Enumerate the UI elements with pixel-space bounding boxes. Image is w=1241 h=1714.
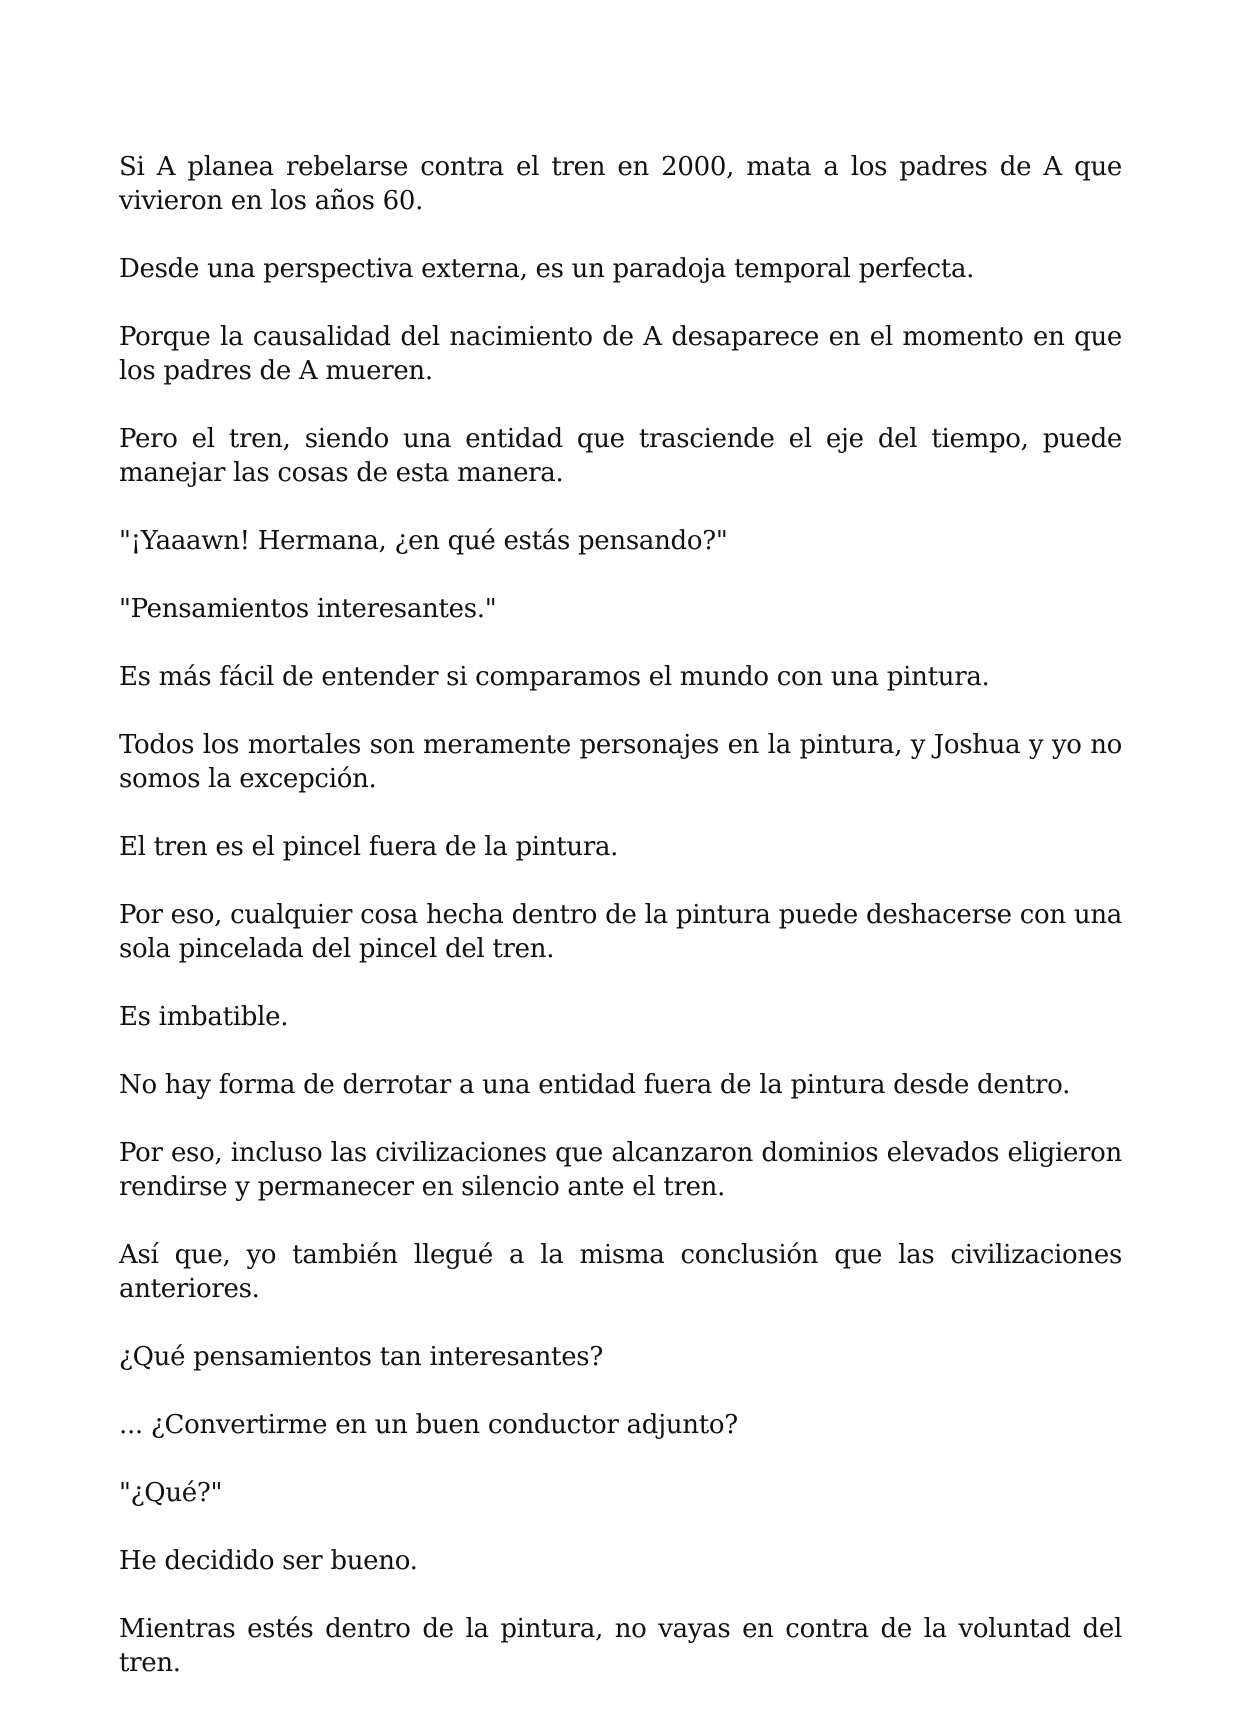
paragraph: Mientras estés dentro de la pintura, no vayas en contra de la voluntad del tren. — [119, 1614, 1122, 1678]
paragraph: He decidido ser bueno. — [119, 1546, 418, 1576]
paragraph: Porque la causalidad del nacimiento de A desaparece en el momento en que los padres de A mueren. — [119, 322, 1122, 386]
paragraph: "¿Qué?" — [119, 1478, 223, 1508]
paragraph: El tren es el pincel fuera de la pintura. — [119, 832, 619, 862]
paragraph: Es imbatible. — [119, 1002, 289, 1032]
paragraph: ... ¿Convertirme en un buen conductor adjunto? — [119, 1410, 738, 1440]
paragraph: "¡Yaaawn! Hermana, ¿en qué estás pensando?" — [119, 526, 728, 556]
paragraph: Es más fácil de entender si comparamos el mundo con una pintura. — [119, 662, 990, 692]
paragraph: "Pensamientos interesantes." — [119, 594, 497, 624]
paragraph: Si A planea rebelarse contra el tren en 2000, mata a los padres de A que vivieron en los años 60. — [119, 152, 1122, 216]
document-body — [119, 150, 1122, 1714]
paragraph: Por eso, cualquier cosa hecha dentro de la pintura puede deshacerse con una sola pincelada del pincel del tren. — [119, 900, 1122, 964]
paragraph: Desde una perspectiva externa, es un paradoja temporal perfecta. — [119, 254, 975, 284]
paragraph: ¿Qué pensamientos tan interesantes? — [119, 1342, 603, 1372]
paragraph: Todos los mortales son meramente personajes en la pintura, y Joshua y yo no somos la excepción. — [119, 730, 1122, 794]
paragraph: Por eso, incluso las civilizaciones que alcanzaron dominios elevados eligieron rendirse y permanecer en silencio ante el tren. — [119, 1138, 1122, 1202]
paragraph: Pero el tren, siendo una entidad que trasciende el eje del tiempo, puede manejar las cosas de esta manera. — [119, 424, 1122, 488]
paragraph: No hay forma de derrotar a una entidad fuera de la pintura desde dentro. — [119, 1070, 1071, 1100]
paragraph: Así que, yo también llegué a la misma conclusión que las civilizaciones anteriores. — [119, 1240, 1122, 1304]
